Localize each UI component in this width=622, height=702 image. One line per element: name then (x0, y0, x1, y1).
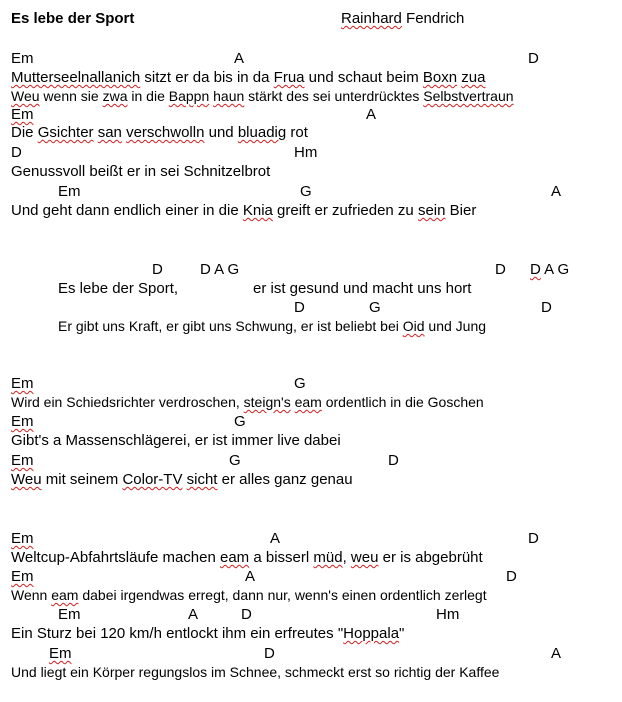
chord: D (528, 50, 539, 67)
chord-label: Em (49, 645, 72, 662)
chord: D (11, 144, 22, 161)
lyric-word: Weu (11, 471, 42, 488)
lyric-text: Er gibt uns Kraft, er gibt uns Schwung, er ist beliebt bei (58, 318, 403, 334)
lyric-text: , (342, 549, 351, 566)
lyric-line (58, 318, 486, 335)
lyric-text: und Jung (424, 318, 487, 334)
author-last-name: Fendrich (401, 10, 465, 27)
chord: G (229, 452, 241, 469)
chord: D (506, 568, 517, 585)
lyric-word: Boxn (422, 69, 458, 86)
chord (49, 645, 72, 662)
lyric-text: stärkt des sei unterdrücktes (244, 88, 424, 104)
lyric-text: Die (11, 124, 38, 141)
chord-label: Em (11, 106, 34, 123)
chord (11, 452, 34, 469)
lyric-text: Wenn (11, 587, 52, 603)
lyric-word: müd (313, 549, 343, 566)
lyric-text: sitzt er da bis in da (140, 69, 274, 86)
lyric-line (11, 202, 476, 219)
lyric-line (11, 625, 404, 642)
chord-label: Em (11, 452, 34, 469)
chord-label: Em (11, 530, 34, 547)
chord: D (152, 261, 163, 278)
lyric-word: san (97, 124, 122, 141)
chord: A (551, 183, 562, 200)
chord-label: Em (11, 568, 34, 585)
lyric-text: und (204, 124, 238, 141)
chord: D (241, 606, 252, 623)
lyric-word: Weu (11, 88, 40, 104)
lyric-text: Und geht dann endlich einer in die (11, 202, 243, 219)
author-first-name: Rainhard (341, 10, 402, 27)
chord (11, 375, 34, 392)
lyric-word: sein (417, 202, 446, 219)
lyric-word: Frua (273, 69, 305, 86)
chord-label: D (530, 261, 541, 278)
lyric-line: Es lebe der Sport, (58, 280, 179, 297)
chord: Hm (294, 144, 318, 161)
lyric-word: zua (461, 69, 486, 86)
chord: A (366, 106, 377, 123)
lyric-word: bluadig (237, 124, 287, 141)
lyric-word: eam (294, 394, 322, 410)
lyric-text: " (399, 625, 405, 642)
chord-label: Em (11, 375, 34, 392)
lyric-word: Mutterseelnallanich (11, 69, 141, 86)
chord: G (234, 413, 246, 430)
lyric-text: rot (286, 124, 308, 141)
lyric-line: Genussvoll beißt er in sei Schnitzelbrot (11, 163, 271, 180)
lyric-word: haun (213, 88, 245, 104)
lyric-word: verschwolln (126, 124, 205, 141)
chord: Em (58, 183, 81, 200)
lyric-word: Knia (242, 202, 273, 219)
lyric-word: steign's (243, 394, 291, 410)
lyric-word: Color-TV (122, 471, 183, 488)
lyric-text: wenn sie (39, 88, 103, 104)
lyric-line (11, 394, 484, 411)
lyric-line (11, 69, 485, 86)
chord (11, 568, 34, 585)
lyric-line (11, 587, 487, 604)
chord: D (388, 452, 399, 469)
song-author (341, 10, 464, 27)
chord: D (541, 299, 552, 316)
chord: D (495, 261, 506, 278)
lyric-text: Wird ein Schiedsrichter verdroschen, (11, 394, 244, 410)
lyric-word: weu (350, 549, 379, 566)
lyric-word: eam (51, 587, 79, 603)
lyric-text: dabei irgendwas erregt, dann nur, wenn's einen ordentlich zerlegt (78, 587, 487, 603)
chord: A (551, 645, 562, 662)
chord-label: A G (540, 261, 570, 278)
lyric-word: Bappn (168, 88, 210, 104)
lyric-text: greift er zufrieden zu (272, 202, 418, 219)
chord: A (234, 50, 245, 67)
lyric-text: er is abgebrüht (378, 549, 483, 566)
chord (11, 106, 34, 123)
lyric-word: eam (220, 549, 250, 566)
chord: A (245, 568, 256, 585)
lyric-word: sicht (186, 471, 218, 488)
lyric-line: Und liegt ein Körper regungslos im Schnee, schmeckt erst so richtig der Kaffee (11, 664, 500, 680)
lyric-text: Ein Sturz bei 120 km/h entlockt ihm ein erfreutes " (11, 625, 344, 642)
chord: D (294, 299, 305, 316)
lyric-text: Weltcup-Abfahrtsläufe machen (11, 549, 220, 566)
chord: G (369, 299, 381, 316)
lyric-text: und schaut beim (304, 69, 423, 86)
chord: A (270, 530, 281, 547)
lyric-line (11, 549, 483, 566)
lyric-word: Hoppala (343, 625, 400, 642)
lyric-line (11, 471, 353, 488)
chord: Em (11, 50, 34, 67)
lyric-line (11, 88, 514, 105)
lyric-word: Selbstvertraun (423, 88, 514, 104)
chord-label: Em (11, 413, 34, 430)
song-title: Es lebe der Sport (11, 10, 135, 27)
lyric-line (11, 124, 308, 141)
chord: Hm (436, 606, 460, 623)
chord: A (188, 606, 199, 623)
chord: G (294, 375, 306, 392)
chord: Em (58, 606, 81, 623)
chord: D (528, 530, 539, 547)
chord (11, 413, 34, 430)
lyric-text: a bisserl (249, 549, 314, 566)
chord: D (264, 645, 275, 662)
lyric-text: Bier (445, 202, 477, 219)
chord: G (300, 183, 312, 200)
lyric-text: er alles ganz genau (217, 471, 353, 488)
chord (11, 530, 34, 547)
chord: D A G (200, 261, 240, 278)
lyric-word: zwa (102, 88, 128, 104)
chord (530, 261, 569, 278)
lyric-line: er ist gesund und macht uns hort (253, 280, 472, 297)
lyric-line: Gibt's a Massenschlägerei, er ist immer live dabei (11, 432, 341, 449)
lyric-text: ordentlich in die Goschen (321, 394, 484, 410)
lyric-word: Oid (402, 318, 425, 334)
lyric-word: Gsichter (37, 124, 94, 141)
lyric-text: mit seinem (41, 471, 123, 488)
lyric-text: in die (127, 88, 169, 104)
